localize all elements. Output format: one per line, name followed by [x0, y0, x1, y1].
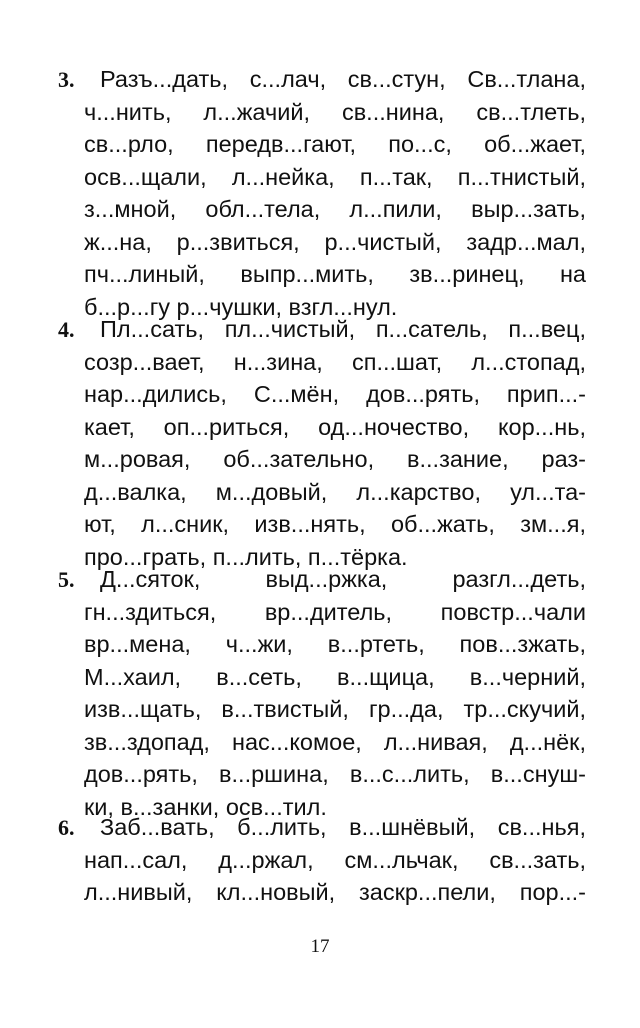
exercise-text: ж...на, р...звиться, р...чистый, задр...мал,	[84, 228, 586, 255]
exercise-text: д...валка, м...довый, л...карство, ул...та-	[84, 478, 586, 505]
exercise-text: изв...щать, в...твистый, гр...да, тр...скучий,	[84, 696, 586, 722]
page-number: 17	[310, 936, 330, 957]
exercise-line	[58, 693, 586, 726]
exercise-text: Пл...сать, пл...чистый, п...сатель, п...вец,	[100, 316, 586, 342]
exercise-line	[58, 378, 586, 411]
exercise-line	[58, 661, 586, 694]
exercise-text: гн...здиться, вр...дитель, повстр...чали	[84, 598, 586, 625]
exercise-line	[58, 563, 586, 596]
exercise-text: Разъ...дать, с...лач, св...стун, Св...тлана,	[100, 66, 586, 92]
exercise-line	[58, 258, 586, 291]
exercise-text: кает, оп...риться, од...ночество, кор...нь,	[84, 413, 586, 440]
exercise-line	[58, 758, 586, 791]
exercise-text: з...мной, обл...тела, л...пили, выр...зать,	[84, 196, 586, 222]
exercise-number: 4.	[58, 317, 75, 342]
exercise-text: осв...щали, л...нейка, п...так, п...тнистый,	[84, 163, 586, 190]
exercise-line	[58, 226, 586, 259]
exercise-number: 5.	[58, 567, 75, 592]
exercise-line	[58, 161, 586, 194]
exercise-text: ки, в...занки, осв...тил.	[84, 793, 327, 820]
exercise-line	[58, 63, 586, 96]
exercise-line	[58, 628, 586, 661]
exercise-text: пч...линый, выпр...мить, зв...ринец, на	[84, 261, 586, 287]
exercise-5	[58, 563, 586, 823]
exercise-text: про...грать, п...лить, п...тёрка.	[84, 543, 408, 570]
exercise-4	[58, 313, 586, 573]
exercise-text: дов...рять, в...ршина, в...с...лить, в...снуш-	[84, 761, 586, 787]
exercise-line	[58, 313, 586, 346]
exercise-text: созр...вает, н...зина, сп...шат, л...стопад,	[84, 348, 586, 375]
exercise-text: нар...дились, С...мён, дов...рять, прип...-	[84, 381, 586, 407]
exercise-line	[58, 476, 586, 509]
exercise-line	[58, 411, 586, 444]
exercise-text: ч...нить, л...жачий, св...нина, св...тлеть,	[84, 98, 586, 125]
exercise-text: М...хаил, в...сеть, в...щица, в...черний,	[84, 663, 586, 690]
exercise-line	[58, 128, 586, 161]
exercise-3	[58, 63, 586, 323]
exercise-text: св...рло, передв...гают, по...с, об...жает,	[84, 131, 586, 157]
exercise-text: Заб...вать, б...лить, в...шнёвый, св...нья,	[100, 814, 586, 840]
exercise-text: м...ровая, об...зательно, в...зание, раз-	[84, 446, 586, 472]
exercise-line	[58, 443, 586, 476]
exercise-line	[58, 811, 586, 844]
exercise-text: Д...сяток, выд...ржка, разгл...деть,	[100, 566, 586, 592]
exercise-6	[58, 811, 586, 909]
exercise-text: л...нивый, кл...новый, заскр...пели, пор...-	[84, 879, 586, 905]
exercise-line	[58, 844, 586, 877]
exercise-line	[58, 193, 586, 226]
exercise-text: нап...сал, д...ржал, см...льчак, св...зать,	[84, 846, 586, 873]
exercise-line	[58, 726, 586, 759]
exercise-line	[58, 96, 586, 129]
exercise-number: 6.	[58, 815, 75, 840]
exercise-line	[58, 876, 586, 909]
exercise-text: б...р...гу р...чушки, взгл...нул.	[84, 293, 398, 320]
exercise-text: зв...здопад, нас...комое, л...нивая, д...нёк,	[84, 728, 586, 755]
exercise-line	[58, 508, 586, 541]
exercise-number: 3.	[58, 67, 75, 92]
exercise-line	[58, 596, 586, 629]
exercise-text: ют, л...сник, изв...нять, об...жать, зм...я,	[84, 511, 586, 537]
exercise-line	[58, 346, 586, 379]
exercise-text: вр...мена, ч...жи, в...ртеть, пов...зжать,	[84, 631, 586, 657]
